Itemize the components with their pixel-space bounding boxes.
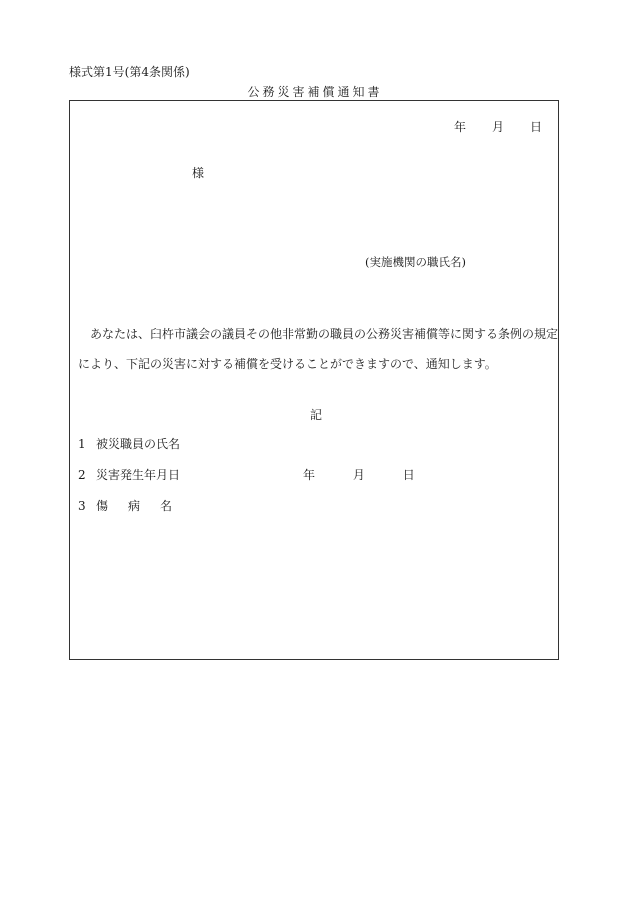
item-incident-date [78, 466, 180, 483]
item-victim-name [78, 435, 180, 452]
incident-date-day: 日 [402, 468, 415, 482]
item-label: 災害発生年月日 [96, 468, 181, 482]
issue-date-day: 日 [529, 120, 542, 134]
incident-date-year: 年 [303, 468, 316, 482]
issue-date-year: 年 [453, 120, 466, 134]
item-number: 3 [78, 499, 86, 513]
notice-frame [69, 100, 559, 660]
incident-date-month: 月 [352, 468, 365, 482]
notice-body: あなたは、臼杵市議会の議員その他非常勤の職員の公務災害補償等に関する条例の規定により、下記の災害に対する補償を受けることができますので、通知します。 [78, 327, 559, 371]
item-number: 1 [78, 437, 86, 451]
ki-heading: 記 [310, 408, 323, 422]
item-number: 2 [78, 468, 86, 482]
item-label: 被災職員の氏名 [96, 437, 181, 451]
form-number: 様式第1号(第4条関係) [69, 65, 190, 79]
incident-date-fields [303, 466, 415, 483]
item-injury-name [78, 497, 172, 514]
issue-date [454, 118, 542, 135]
agency-label: (実施機関の職氏名) [365, 255, 466, 269]
issue-date-month: 月 [491, 120, 504, 134]
item-label-char: 傷 [96, 499, 109, 513]
item-label-char: 名 [160, 499, 173, 513]
document-title: 公務災害補償通知書 [247, 85, 383, 99]
addressee-suffix: 様 [192, 166, 205, 180]
item-label-char: 病 [128, 499, 141, 513]
